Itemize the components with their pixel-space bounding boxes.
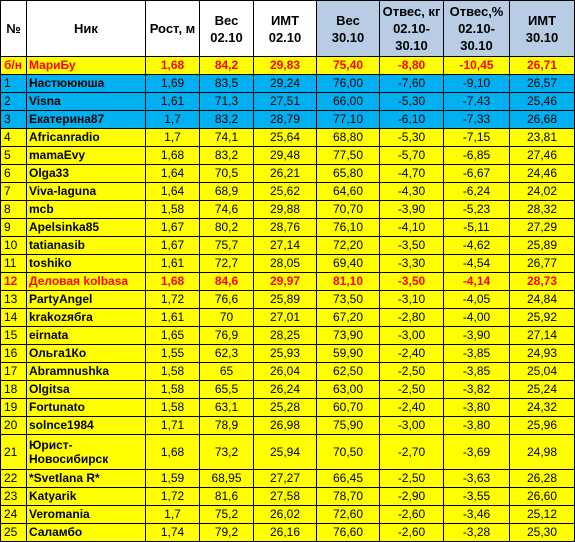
cell-nick: Katyarik: [27, 488, 146, 506]
cell-weight-end: 65,80: [317, 165, 380, 183]
cell-height: 1,59: [146, 470, 200, 488]
cell-weight-start: 65: [200, 363, 254, 381]
cell-loss-kg: -2,80: [380, 309, 444, 327]
cell-bmi-start: 26,04: [254, 363, 317, 381]
cell-loss-kg: -2,50: [380, 470, 444, 488]
table-row: [1, 506, 575, 524]
cell-bmi-start: 25,94: [254, 435, 317, 470]
cell-loss-pct: -4,62: [444, 237, 510, 255]
cell-weight-start: 70,5: [200, 165, 254, 183]
cell-number: 13: [1, 291, 27, 309]
cell-height: 1,55: [146, 345, 200, 363]
cell-height: 1,7: [146, 111, 200, 129]
cell-bmi-end: 25,24: [510, 381, 575, 399]
cell-number: 23: [1, 488, 27, 506]
cell-loss-kg: -3,50: [380, 237, 444, 255]
cell-weight-start: 73,2: [200, 435, 254, 470]
cell-loss-kg: -4,30: [380, 183, 444, 201]
cell-height: 1,61: [146, 309, 200, 327]
table-row: [1, 93, 575, 111]
cell-weight-end: 63,00: [317, 381, 380, 399]
cell-bmi-end: 25,96: [510, 417, 575, 435]
cell-weight-end: 68,80: [317, 129, 380, 147]
cell-bmi-end: 25,30: [510, 524, 575, 542]
cell-weight-start: 81,6: [200, 488, 254, 506]
cell-nick: Fortunato: [27, 399, 146, 417]
col-header-nick: Ник: [27, 1, 146, 57]
cell-weight-end: 72,20: [317, 237, 380, 255]
cell-nick: Africanradio: [27, 129, 146, 147]
cell-nick: mamaEvy: [27, 147, 146, 165]
table-row: [1, 291, 575, 309]
cell-bmi-end: 27,46: [510, 147, 575, 165]
cell-loss-pct: -3,85: [444, 345, 510, 363]
cell-nick: Olgitsa: [27, 381, 146, 399]
cell-weight-start: 83,2: [200, 111, 254, 129]
table-row: [1, 309, 575, 327]
cell-weight-end: 77,10: [317, 111, 380, 129]
cell-nick: *Svetlana R*: [27, 470, 146, 488]
cell-nick: Екатерина87: [27, 111, 146, 129]
cell-nick: Ольга1Ко: [27, 345, 146, 363]
cell-nick: МариБу: [27, 57, 146, 75]
cell-loss-pct: -3,55: [444, 488, 510, 506]
cell-height: 1,72: [146, 488, 200, 506]
cell-loss-kg: -4,10: [380, 219, 444, 237]
cell-height: 1,68: [146, 147, 200, 165]
cell-bmi-end: 24,02: [510, 183, 575, 201]
cell-weight-start: 62,3: [200, 345, 254, 363]
cell-number: 12: [1, 273, 27, 291]
cell-number: 1: [1, 75, 27, 93]
cell-loss-pct: -3,63: [444, 470, 510, 488]
cell-height: 1,61: [146, 255, 200, 273]
col-header-bmi-end: ИМТ 30.10: [510, 1, 575, 57]
cell-nick: Юрист-Новосибирск: [27, 435, 146, 470]
cell-bmi-start: 27,58: [254, 488, 317, 506]
cell-loss-kg: -3,00: [380, 327, 444, 345]
cell-height: 1,69: [146, 75, 200, 93]
cell-height: 1,68: [146, 435, 200, 470]
cell-number: 5: [1, 147, 27, 165]
cell-bmi-start: 29,48: [254, 147, 317, 165]
cell-loss-kg: -2,40: [380, 345, 444, 363]
cell-number: 8: [1, 201, 27, 219]
cell-weight-end: 75,90: [317, 417, 380, 435]
cell-bmi-start: 26,98: [254, 417, 317, 435]
table-body: [1, 57, 575, 542]
cell-loss-kg: -3,10: [380, 291, 444, 309]
table-row: [1, 111, 575, 129]
cell-weight-start: 83,2: [200, 147, 254, 165]
cell-weight-end: 69,40: [317, 255, 380, 273]
cell-loss-kg: -2,60: [380, 506, 444, 524]
table-row: [1, 147, 575, 165]
cell-weight-start: 74,1: [200, 129, 254, 147]
cell-weight-start: 74,6: [200, 201, 254, 219]
table-row: [1, 165, 575, 183]
cell-bmi-end: 27,14: [510, 327, 575, 345]
cell-bmi-end: 25,12: [510, 506, 575, 524]
cell-loss-kg: -5,30: [380, 93, 444, 111]
cell-nick: Abramnushka: [27, 363, 146, 381]
cell-number: 15: [1, 327, 27, 345]
cell-weight-end: 77,50: [317, 147, 380, 165]
cell-weight-start: 63,1: [200, 399, 254, 417]
cell-nick: Apelsinka85: [27, 219, 146, 237]
cell-weight-end: 70,70: [317, 201, 380, 219]
cell-weight-start: 72,7: [200, 255, 254, 273]
cell-bmi-start: 28,25: [254, 327, 317, 345]
table-row: [1, 345, 575, 363]
cell-loss-kg: -2,50: [380, 363, 444, 381]
cell-weight-start: 75,7: [200, 237, 254, 255]
cell-bmi-end: 26,77: [510, 255, 575, 273]
table-row: [1, 524, 575, 542]
cell-bmi-end: 25,89: [510, 237, 575, 255]
cell-weight-end: 70,50: [317, 435, 380, 470]
cell-height: 1,58: [146, 363, 200, 381]
cell-weight-end: 73,90: [317, 327, 380, 345]
table-row: [1, 488, 575, 506]
cell-number: 20: [1, 417, 27, 435]
cell-loss-pct: -6,24: [444, 183, 510, 201]
cell-bmi-end: 24,93: [510, 345, 575, 363]
cell-height: 1,74: [146, 524, 200, 542]
cell-height: 1,72: [146, 291, 200, 309]
table-row: [1, 219, 575, 237]
cell-loss-pct: -7,33: [444, 111, 510, 129]
table-row: [1, 363, 575, 381]
cell-bmi-start: 25,93: [254, 345, 317, 363]
cell-height: 1,68: [146, 273, 200, 291]
cell-bmi-start: 27,27: [254, 470, 317, 488]
cell-number: 2: [1, 93, 27, 111]
cell-number: 19: [1, 399, 27, 417]
cell-nick: Olga33: [27, 165, 146, 183]
cell-loss-pct: -4,54: [444, 255, 510, 273]
cell-loss-kg: -4,70: [380, 165, 444, 183]
table-row: [1, 201, 575, 219]
cell-bmi-start: 25,62: [254, 183, 317, 201]
cell-number: б/н: [1, 57, 27, 75]
cell-nick: Visna: [27, 93, 146, 111]
cell-bmi-end: 24,32: [510, 399, 575, 417]
cell-weight-start: 84,6: [200, 273, 254, 291]
table-row: [1, 470, 575, 488]
cell-bmi-end: 28,32: [510, 201, 575, 219]
cell-weight-end: 81,10: [317, 273, 380, 291]
cell-height: 1,64: [146, 165, 200, 183]
cell-bmi-start: 25,28: [254, 399, 317, 417]
cell-bmi-end: 26,71: [510, 57, 575, 75]
col-header-weight-end: Вес 30.10: [317, 1, 380, 57]
cell-bmi-start: 26,21: [254, 165, 317, 183]
cell-height: 1,64: [146, 183, 200, 201]
cell-loss-pct: -4,14: [444, 273, 510, 291]
cell-loss-kg: -2,90: [380, 488, 444, 506]
cell-bmi-end: 26,68: [510, 111, 575, 129]
col-header-weight-start: Вес 02.10: [200, 1, 254, 57]
cell-height: 1,58: [146, 201, 200, 219]
cell-weight-end: 72,60: [317, 506, 380, 524]
cell-nick: mcb: [27, 201, 146, 219]
cell-loss-pct: -3,90: [444, 327, 510, 345]
cell-weight-start: 79,2: [200, 524, 254, 542]
cell-loss-pct: -5,23: [444, 201, 510, 219]
cell-loss-kg: -2,60: [380, 524, 444, 542]
cell-nick: Veromania: [27, 506, 146, 524]
cell-weight-start: 76,6: [200, 291, 254, 309]
cell-loss-pct: -3,85: [444, 363, 510, 381]
cell-bmi-end: 24,98: [510, 435, 575, 470]
cell-height: 1,61: [146, 93, 200, 111]
cell-bmi-start: 26,16: [254, 524, 317, 542]
table-row: [1, 183, 575, 201]
table-row: [1, 399, 575, 417]
cell-loss-kg: -6,10: [380, 111, 444, 129]
cell-number: 22: [1, 470, 27, 488]
cell-weight-end: 78,70: [317, 488, 380, 506]
cell-bmi-end: 25,04: [510, 363, 575, 381]
cell-number: 25: [1, 524, 27, 542]
cell-loss-pct: -3,82: [444, 381, 510, 399]
cell-number: 21: [1, 435, 27, 470]
cell-nick: Настюююша: [27, 75, 146, 93]
cell-loss-pct: -7,43: [444, 93, 510, 111]
cell-loss-pct: -6,67: [444, 165, 510, 183]
cell-number: 4: [1, 129, 27, 147]
cell-nick: Деловая kolbasa: [27, 273, 146, 291]
cell-loss-pct: -4,00: [444, 309, 510, 327]
cell-weight-start: 68,95: [200, 470, 254, 488]
cell-loss-kg: -5,30: [380, 129, 444, 147]
cell-nick: tatianasib: [27, 237, 146, 255]
cell-bmi-end: 25,92: [510, 309, 575, 327]
cell-nick: eirnata: [27, 327, 146, 345]
cell-bmi-start: 29,88: [254, 201, 317, 219]
cell-weight-start: 68,9: [200, 183, 254, 201]
cell-bmi-end: 26,60: [510, 488, 575, 506]
cell-height: 1,7: [146, 506, 200, 524]
cell-bmi-start: 28,76: [254, 219, 317, 237]
cell-bmi-end: 25,46: [510, 93, 575, 111]
cell-loss-kg: -3,90: [380, 201, 444, 219]
col-header-loss-pct: Отвес,% 02.10-30.10: [444, 1, 510, 57]
cell-weight-end: 75,40: [317, 57, 380, 75]
cell-bmi-end: 24,46: [510, 165, 575, 183]
cell-bmi-end: 23,81: [510, 129, 575, 147]
cell-loss-kg: -2,50: [380, 381, 444, 399]
table-row: [1, 255, 575, 273]
cell-weight-start: 83,5: [200, 75, 254, 93]
cell-weight-start: 70: [200, 309, 254, 327]
cell-loss-kg: -3,30: [380, 255, 444, 273]
cell-loss-kg: -3,00: [380, 417, 444, 435]
cell-bmi-start: 29,97: [254, 273, 317, 291]
cell-height: 1,67: [146, 219, 200, 237]
cell-weight-end: 67,20: [317, 309, 380, 327]
cell-bmi-start: 26,24: [254, 381, 317, 399]
cell-number: 6: [1, 165, 27, 183]
cell-weight-start: 75,2: [200, 506, 254, 524]
cell-loss-pct: -10,45: [444, 57, 510, 75]
cell-loss-pct: -3,46: [444, 506, 510, 524]
col-header-number: №: [1, 1, 27, 57]
cell-weight-start: 80,2: [200, 219, 254, 237]
cell-bmi-start: 25,89: [254, 291, 317, 309]
cell-bmi-start: 28,05: [254, 255, 317, 273]
cell-height: 1,68: [146, 57, 200, 75]
cell-height: 1,58: [146, 399, 200, 417]
header-row: [1, 1, 575, 57]
cell-loss-pct: -3,69: [444, 435, 510, 470]
cell-weight-start: 84,2: [200, 57, 254, 75]
table-row: [1, 237, 575, 255]
cell-bmi-end: 26,57: [510, 75, 575, 93]
table-row: [1, 435, 575, 470]
table-row: [1, 129, 575, 147]
cell-bmi-start: 28,79: [254, 111, 317, 129]
table-row: [1, 273, 575, 291]
table-row: [1, 75, 575, 93]
cell-number: 14: [1, 309, 27, 327]
cell-bmi-start: 29,24: [254, 75, 317, 93]
cell-nick: PartyAngel: [27, 291, 146, 309]
cell-loss-pct: -3,80: [444, 417, 510, 435]
cell-weight-end: 64,60: [317, 183, 380, 201]
cell-number: 9: [1, 219, 27, 237]
cell-height: 1,71: [146, 417, 200, 435]
cell-weight-start: 76,9: [200, 327, 254, 345]
cell-number: 10: [1, 237, 27, 255]
cell-number: 16: [1, 345, 27, 363]
cell-bmi-end: 28,73: [510, 273, 575, 291]
cell-weight-end: 59,90: [317, 345, 380, 363]
cell-nick: krakozябra: [27, 309, 146, 327]
cell-bmi-start: 27,01: [254, 309, 317, 327]
table-row: [1, 327, 575, 345]
cell-nick: Viva-laguna: [27, 183, 146, 201]
col-header-height: Рост, м: [146, 1, 200, 57]
cell-number: 18: [1, 381, 27, 399]
cell-loss-kg: -2,40: [380, 399, 444, 417]
cell-loss-kg: -7,60: [380, 75, 444, 93]
cell-loss-pct: -6,85: [444, 147, 510, 165]
cell-loss-kg: -5,70: [380, 147, 444, 165]
cell-bmi-end: 24,84: [510, 291, 575, 309]
cell-weight-end: 73,50: [317, 291, 380, 309]
cell-number: 24: [1, 506, 27, 524]
cell-loss-pct: -9,10: [444, 75, 510, 93]
cell-loss-pct: -3,80: [444, 399, 510, 417]
cell-loss-pct: -5,11: [444, 219, 510, 237]
cell-bmi-end: 26,28: [510, 470, 575, 488]
cell-nick: toshiko: [27, 255, 146, 273]
cell-height: 1,67: [146, 237, 200, 255]
cell-weight-end: 62,50: [317, 363, 380, 381]
cell-loss-kg: -8,80: [380, 57, 444, 75]
cell-bmi-end: 27,29: [510, 219, 575, 237]
cell-weight-end: 76,10: [317, 219, 380, 237]
cell-number: 3: [1, 111, 27, 129]
cell-nick: solnce1984: [27, 417, 146, 435]
table-row: [1, 57, 575, 75]
col-header-bmi-start: ИМТ 02.10: [254, 1, 317, 57]
cell-number: 7: [1, 183, 27, 201]
cell-weight-start: 78,9: [200, 417, 254, 435]
cell-weight-end: 76,00: [317, 75, 380, 93]
cell-loss-pct: -4,05: [444, 291, 510, 309]
cell-bmi-start: 26,02: [254, 506, 317, 524]
table-row: [1, 381, 575, 399]
cell-loss-kg: -3,50: [380, 273, 444, 291]
cell-number: 11: [1, 255, 27, 273]
cell-nick: Саламбо: [27, 524, 146, 542]
cell-height: 1,65: [146, 327, 200, 345]
cell-number: 17: [1, 363, 27, 381]
cell-weight-end: 66,45: [317, 470, 380, 488]
table-row: [1, 417, 575, 435]
cell-loss-pct: -3,28: [444, 524, 510, 542]
cell-weight-end: 60,70: [317, 399, 380, 417]
cell-weight-end: 76,60: [317, 524, 380, 542]
cell-weight-start: 71,3: [200, 93, 254, 111]
cell-bmi-start: 29,83: [254, 57, 317, 75]
cell-height: 1,58: [146, 381, 200, 399]
cell-height: 1,7: [146, 129, 200, 147]
cell-loss-pct: -7,15: [444, 129, 510, 147]
cell-weight-end: 66,00: [317, 93, 380, 111]
cell-bmi-start: 25,64: [254, 129, 317, 147]
cell-loss-kg: -2,70: [380, 435, 444, 470]
cell-bmi-start: 27,51: [254, 93, 317, 111]
col-header-loss-kg: Отвес, кг 02.10-30.10: [380, 1, 444, 57]
cell-bmi-start: 27,14: [254, 237, 317, 255]
cell-weight-start: 65,5: [200, 381, 254, 399]
